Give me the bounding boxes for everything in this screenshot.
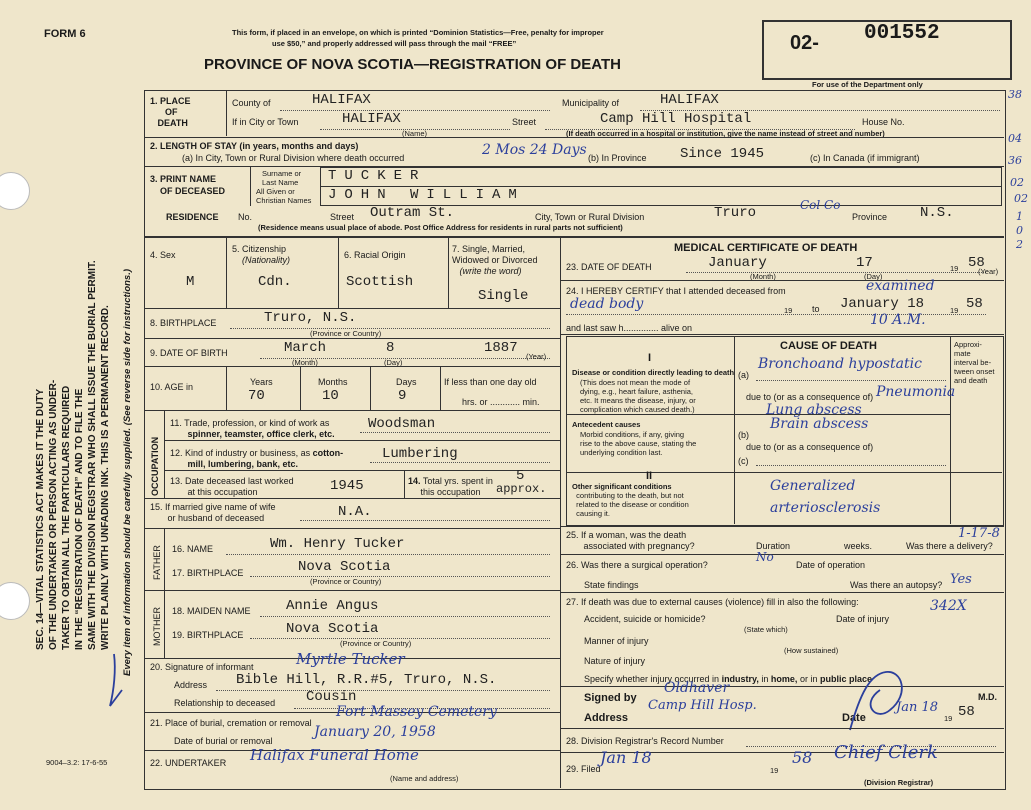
value-father-birthplace: Nova Scotia	[298, 559, 391, 575]
value-res-street: Outram St.	[370, 205, 455, 221]
divider	[226, 366, 227, 410]
label-antecedent-note: Morbid conditions, if any, giving rise to the above cause, stating the underlying condition last.	[580, 430, 697, 457]
label-years: Years	[250, 377, 273, 387]
label-relationship: Relationship to deceased	[174, 698, 276, 708]
value-certify-handwritten: examined	[866, 278, 935, 294]
divider	[226, 236, 227, 308]
side-notice: SEC. 14—VITAL STATISTICS ACT MAKES IT THE DUTY OF THE UNDERTAKER OR PERSON ACTING AS UNDER- TAKER TO OBTAIN ALL THE PARTICULARS REQUIRED IN THE “REGISTRATION OF DEATH” AND TO FILE THE SAME WITH THE DIVISION REGISTRAR WHO SHALL ISSUE THE BURIAL PERMIT. WRITE PLAINLY WITH UNFADING INK. THIS IS A PERMANENT RECORD.	[35, 260, 111, 650]
label-racial-origin: 6. Racial Origin	[344, 250, 406, 260]
value-med-address: Camp Hill Hosp.	[648, 698, 757, 713]
label-dob: 9. DATE OF BIRTH	[150, 348, 228, 358]
rule	[144, 590, 560, 591]
hint-day: (Day)	[384, 358, 403, 367]
value-racial-origin: Scottish	[346, 274, 414, 290]
label-cause-a: (a)	[738, 370, 749, 380]
value-undertaker: Halifax Funeral Home	[250, 746, 419, 764]
label-stay-c: (c) In Canada (if immigrant)	[810, 153, 920, 163]
label-disease-note: (This does not mean the mode of dying, e.g., heart failure, asthenia, etc. It means the disease, injury, or complication which caused death.)	[580, 378, 696, 414]
value-street: Camp Hill Hospital	[600, 111, 752, 127]
label-accident: Accident, suicide or homicide?	[584, 614, 706, 624]
label-nature: Nature of injury	[584, 656, 646, 666]
hint-hospital: (If death occurred in a hospital or institution, give the name instead of street and number)	[566, 129, 885, 138]
rule	[756, 465, 946, 466]
footer-code: 9004–3.2: 17-6-55	[46, 758, 108, 767]
label-roman-2: II	[646, 470, 653, 482]
value-injury-code: 342X	[930, 598, 967, 614]
rule	[566, 414, 950, 415]
value-father-name: Wm. Henry Tucker	[270, 536, 405, 552]
label-marital: 7. Single, Married, Widowed or Divorced (write the word)	[452, 244, 538, 276]
value-trade: Woodsman	[368, 416, 436, 432]
label-house-no: House No.	[862, 117, 905, 127]
rule	[226, 554, 550, 555]
label-med-date: Date	[842, 712, 866, 724]
value-total-years: 5	[516, 468, 525, 484]
hint-year: (Year)	[526, 352, 547, 361]
registration-prefix: 02-	[790, 32, 819, 54]
value-certify-handwritten-2: dead body	[570, 296, 644, 312]
label-father: FATHER	[152, 545, 162, 580]
hint-prov-country-19: (Province or Country)	[340, 639, 412, 648]
rule	[230, 328, 550, 329]
label-cause-c: (c)	[738, 456, 749, 466]
value-city: HALIFAX	[342, 111, 401, 127]
hint-death-month: (Month)	[750, 272, 776, 281]
label-occupation: OCCUPATION	[150, 436, 160, 496]
rule	[560, 334, 1004, 335]
label-md: M.D.	[978, 692, 997, 702]
value-margin-mark: 1-17-8	[958, 526, 1000, 541]
rule	[566, 472, 1002, 473]
value-birthplace: Truro, N.S.	[264, 310, 357, 326]
hint-given: All Given or Christian Names	[256, 187, 312, 205]
value-death-day: 17	[856, 255, 873, 271]
value-res-county: Col Co	[800, 198, 841, 212]
rule	[144, 308, 560, 309]
rule	[144, 236, 1004, 238]
registration-number: 001552	[864, 22, 940, 45]
label-roman-1: I	[648, 352, 652, 364]
value-certify-to: January 18	[840, 296, 925, 312]
label-div-registrar: (Division Registrar)	[864, 778, 934, 787]
rule	[560, 728, 1004, 729]
value-age-days: 9	[398, 388, 407, 404]
value-age-years: 70	[248, 388, 265, 404]
label-last-saw: and last saw h.............. alive on	[566, 323, 693, 333]
label-sex: 4. Sex	[150, 250, 176, 260]
label-res-no: No.	[238, 212, 253, 222]
value-cause-b1: Lung abscess	[766, 402, 862, 418]
label-disease-direct: Disease or condition directly leading to death	[572, 368, 735, 377]
value-other-cond-2: arteriosclerosis	[770, 500, 881, 516]
rule	[560, 592, 1004, 593]
label-trade: 11. Trade, profession, or kind of work as spinner, teamster, office clerk, etc.	[170, 418, 335, 439]
margin-code-2: 04	[1008, 132, 1022, 145]
label-pregnancy: 25. If a woman, was the death associated with pregnancy?	[566, 530, 695, 551]
divider	[734, 336, 735, 524]
label-med-address: Address	[584, 712, 629, 724]
label-certify-19: 19	[784, 306, 793, 315]
rule	[370, 462, 550, 463]
value-burial-place: Fort Massey Cemetery	[336, 704, 497, 720]
rule	[756, 380, 946, 381]
label-undertaker: 22. UNDERTAKER	[150, 758, 227, 768]
header-notice-1: This form, if placed in an envelope, on which is printed “Dominion Statistics—Free, penalty for improper	[232, 28, 604, 37]
value-surname: TUCKER	[328, 168, 427, 184]
label-surgical: 26. Was there a surgical operation?	[566, 560, 708, 570]
rule	[560, 526, 1004, 527]
label-county: County of	[232, 98, 271, 108]
label-external: 27. If death was due to external causes (violence) fill in also the following:	[566, 597, 859, 607]
label-print-name: 3. PRINT NAME OF DECEASED	[150, 174, 226, 196]
value-last-worked: 1945	[330, 478, 364, 494]
value-certify-to-year: 58	[966, 296, 983, 312]
label-due-to-2: due to (or as a consequence of)	[746, 442, 874, 452]
label-stay-a: (a) In City, Town or Rural Division where death occurred	[182, 153, 405, 163]
label-place-of-death: 1. PLACE OF DEATH	[150, 96, 191, 128]
value-cause-a: Pneumonia	[876, 384, 956, 400]
margin-check-mark	[104, 650, 134, 710]
label-med-19: 19	[944, 714, 953, 723]
value-dob-day: 8	[386, 340, 395, 356]
label-municipality: Municipality of	[562, 98, 620, 108]
value-municipality: HALIFAX	[660, 92, 719, 108]
value-other-cond-1: Generalized	[770, 478, 856, 494]
punch-hole-top	[0, 172, 30, 210]
rule	[144, 137, 1004, 138]
hint-month: (Month)	[292, 358, 318, 367]
margin-code-3: 36	[1008, 154, 1022, 167]
margin-code-5: 02	[1014, 192, 1028, 205]
label-delivery: Was there a delivery?	[906, 541, 993, 551]
divider	[370, 366, 371, 410]
value-mother-birthplace: Nova Scotia	[286, 621, 379, 637]
label-date-op: Date of operation	[796, 560, 866, 570]
value-filed-year: 58	[792, 748, 813, 767]
rule	[250, 576, 550, 577]
value-registrar-signature: Chief Clerk	[834, 742, 938, 763]
rule	[686, 272, 986, 273]
label-street: Street	[512, 117, 537, 127]
label-industry: 12. Kind of industry or business, as cotton- mill, lumbering, bank, etc.	[170, 448, 344, 469]
margin-code-8: 2	[1016, 238, 1023, 251]
label-manner: Manner of injury	[584, 636, 649, 646]
divider	[164, 410, 165, 498]
label-less-than-day: If less than one day old	[444, 377, 537, 387]
rule	[560, 686, 1004, 687]
medical-certificate-title: MEDICAL CERTIFICATE OF DEATH	[674, 242, 858, 254]
physician-signature-flourish	[840, 664, 920, 734]
label-antecedent: Antecedent causes	[572, 420, 641, 429]
value-stay-province: Since 1945	[680, 146, 765, 162]
label-total-years: 14. Total yrs. spent in this occupation	[408, 476, 493, 497]
value-relationship: Cousin	[306, 689, 357, 705]
label-res-province: Province	[852, 212, 888, 222]
header-notice-2: use $50,” and properly addressed will pass through the mail “FREE”	[272, 39, 517, 48]
margin-code-1: 38	[1008, 88, 1022, 101]
rule	[560, 280, 1004, 281]
label-specify: Specify whether injury occurred in industry, in home, or in public place	[584, 674, 872, 684]
label-days: Days	[396, 377, 417, 387]
label-wife: 15. If married give name of wife or husband of deceased	[150, 502, 276, 523]
margin-code-7: 0	[1016, 224, 1023, 237]
label-if-in-city: If in City or Town	[232, 117, 299, 127]
divider	[164, 528, 165, 658]
label-burial-place: 21. Place of burial, cremation or removal	[150, 718, 312, 728]
value-cause-b2: Brain abscess	[770, 416, 869, 432]
value-surgical: No	[756, 550, 774, 564]
label-father-birthplace: 17. BIRTHPLACE	[172, 568, 244, 578]
value-informant: Myrtle Tucker	[296, 650, 405, 668]
value-county: HALIFAX	[312, 92, 371, 108]
label-mother-birthplace: 19. BIRTHPLACE	[172, 630, 244, 640]
value-industry: Lumbering	[382, 446, 458, 462]
label-res-street: Street	[330, 212, 355, 222]
value-citizenship: Cdn.	[258, 274, 292, 290]
value-wife: N.A.	[338, 504, 372, 520]
divider	[300, 366, 301, 410]
rule	[164, 470, 560, 471]
hint-surname: Surname or Last Name	[262, 169, 302, 187]
label-signed-by: Signed by	[584, 692, 637, 704]
label-autopsy: Was there an autopsy?	[850, 580, 943, 590]
label-months: Months	[318, 377, 348, 387]
value-given-names: JOHN WILLIAM	[328, 187, 525, 203]
label-stay-b: (b) In Province	[588, 153, 647, 163]
label-mother: MOTHER	[152, 607, 162, 646]
hint-prov-country-17: (Province or Country)	[310, 577, 382, 586]
label-interval: Approxi- mate interval be- tween onset and death	[954, 340, 995, 385]
label-last-worked: 13. Date deceased last worked at this occupation	[170, 476, 294, 497]
divider	[250, 166, 251, 206]
label-record-number: 28. Division Registrar's Record Number	[566, 736, 724, 746]
label-cause-b: (b)	[738, 430, 749, 440]
rule	[144, 528, 560, 529]
label-filed-19: 19	[770, 766, 779, 775]
value-burial-date: January 20, 1958	[314, 724, 436, 740]
rule	[280, 110, 550, 111]
form-number: FORM 6	[44, 28, 86, 40]
value-autopsy: Yes	[950, 572, 972, 587]
hint-name-address: (Name and address)	[390, 774, 459, 783]
rule	[216, 690, 550, 691]
rule	[560, 554, 1004, 555]
rule	[360, 432, 550, 433]
hint-death-year: (Year)	[978, 267, 999, 276]
divider	[440, 366, 441, 410]
value-cause-direct: Bronchoand hypostatic	[758, 356, 922, 372]
hint-residence: (Residence means usual place of abode. Post Office Address for residents in rural parts not sufficient)	[258, 223, 623, 232]
hint-prov-country-8: (Province or Country)	[310, 329, 382, 338]
rule	[260, 616, 550, 617]
hint-how-sustained: (How sustained)	[784, 646, 839, 655]
side-note-instructions: Every item of information should be carefully supplied. (See reverse side for instructions.)	[122, 268, 133, 676]
value-informant-address: Bible Hill, R.R.#5, Truro, N.S.	[236, 672, 497, 688]
value-mother-name: Annie Angus	[286, 598, 379, 614]
label-mother-name: 18. MAIDEN NAME	[172, 606, 251, 616]
value-med-year: 58	[958, 704, 975, 720]
divider	[226, 90, 227, 136]
value-death-year: 58	[968, 255, 985, 271]
rule	[144, 498, 560, 499]
value-dob-year: 1887	[484, 340, 518, 356]
value-sex: M	[186, 274, 195, 290]
rule	[144, 410, 560, 411]
label-duration: Duration	[756, 541, 791, 551]
department-use-note: For use of the Department only	[812, 80, 923, 89]
form-title: PROVINCE OF NOVA SCOTIA—REGISTRATION OF DEATH	[204, 56, 621, 73]
margin-code-6: 1	[1016, 210, 1023, 223]
value-stay-city: 2 Mos 24 Days	[482, 142, 587, 158]
label-certify: 24. I HEREBY CERTIFY that I attended deceased from	[566, 286, 786, 296]
divider	[560, 236, 561, 788]
divider	[404, 470, 405, 498]
divider	[338, 236, 339, 308]
rule	[164, 440, 560, 441]
label-informant: 20. Signature of informant	[150, 662, 254, 672]
rule	[300, 520, 550, 521]
margin-code-4: 02	[1010, 176, 1024, 189]
label-certify-to-19: 19	[950, 306, 959, 315]
value-med-date: Jan 18	[896, 700, 939, 715]
label-citizenship: 5. Citizenship (Nationality)	[232, 244, 291, 265]
label-informant-address: Address	[174, 680, 208, 690]
label-state-findings: State findings	[584, 580, 639, 590]
label-burial-date: Date of burial or removal	[174, 736, 273, 746]
label-birthplace: 8. BIRTHPLACE	[150, 318, 217, 328]
value-last-saw: 10 A.M.	[870, 312, 926, 328]
hint-death-day: (Day)	[864, 272, 883, 281]
value-signed-by: Oldhaver	[664, 680, 730, 696]
hint-name: (Name)	[402, 129, 428, 138]
label-residence: RESIDENCE	[166, 212, 219, 222]
label-date-injury: Date of injury	[836, 614, 890, 624]
label-date-of-death: 23. DATE OF DEATH	[566, 262, 652, 272]
label-age: 10. AGE in	[150, 382, 194, 392]
value-res-city: Truro	[714, 205, 757, 221]
value-death-month: January	[708, 255, 767, 271]
label-length-of-stay: 2. LENGTH OF STAY (in years, months and days)	[150, 141, 359, 151]
value-marital: Single	[478, 288, 529, 304]
divider	[448, 236, 449, 308]
label-weeks: weeks.	[844, 541, 873, 551]
label-filed: 29. Filed	[566, 764, 601, 774]
label-hrs-min: hrs. or ............ min.	[462, 397, 540, 407]
label-father-name: 16. NAME	[172, 544, 214, 554]
label-res-city: City, Town or Rural Division	[535, 212, 645, 222]
value-total-years-note: approx.	[496, 482, 547, 496]
rule	[144, 338, 560, 339]
value-age-months: 10	[322, 388, 339, 404]
label-due-to-1: due to (or as a consequence of)	[746, 392, 874, 402]
hint-state-which: (State which)	[744, 625, 788, 634]
label-cause-of-death: CAUSE OF DEATH	[780, 340, 877, 352]
punch-hole-bottom	[0, 582, 30, 620]
label-other-significant: Other significant conditions contributing to the death, but not related to the disease or condition causing it.	[572, 482, 689, 518]
label-death-19: 19	[950, 264, 959, 273]
value-res-province: N.S.	[920, 205, 954, 221]
value-dob-month: March	[284, 340, 327, 356]
label-certify-to: to	[812, 304, 820, 314]
value-filed-date: Jan 18	[600, 748, 652, 767]
rule	[144, 366, 560, 367]
divider	[950, 336, 951, 524]
